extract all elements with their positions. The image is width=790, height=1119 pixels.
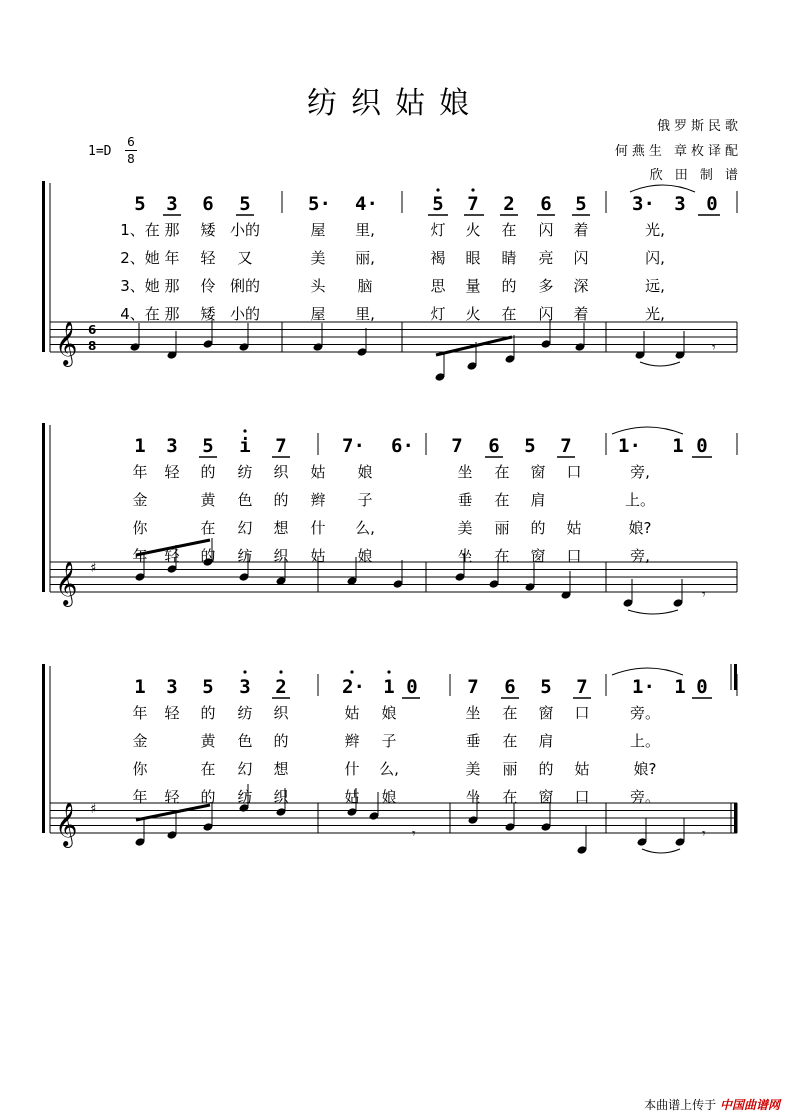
lyric-syllable: 火 — [465, 305, 481, 323]
jianpu-note: 5· — [308, 193, 331, 215]
lyric-syllable: 伶 — [200, 277, 216, 295]
lyric-syllable: 肩 — [538, 732, 554, 750]
lyric-syllable: 娘? — [633, 760, 657, 778]
lyric-syllable: 小的 — [229, 305, 260, 323]
jianpu-note: 5 — [524, 435, 536, 457]
jianpu-note: 0 — [696, 435, 708, 457]
lyric-syllable: 美 — [457, 519, 473, 537]
jianpu-note: 6 — [540, 193, 552, 215]
credit-translators: 何燕生 章枚译配 — [614, 144, 742, 159]
lyric-syllable: 金 — [132, 732, 148, 750]
lyric-syllable: 3、她 — [120, 277, 160, 295]
lyric-syllable: 光, — [645, 305, 665, 323]
lyric-syllable: 4、在 — [120, 305, 160, 323]
lyric-syllable: 2、她 — [120, 249, 160, 267]
lyric-syllable: 又 — [237, 249, 253, 267]
lyric-syllable: 旁。 — [629, 788, 660, 806]
lyric-syllable: 在 — [502, 788, 518, 806]
lyric-syllable: 的 — [273, 491, 289, 509]
lyric-syllable: 亮 — [538, 249, 554, 267]
lyric-syllable: 眼 — [465, 249, 481, 267]
lyric-syllable: 幻 — [237, 519, 253, 537]
lyric-syllable: 在 — [501, 221, 517, 239]
jianpu-note: 7 — [275, 435, 287, 457]
jianpu-note: 0 — [406, 676, 418, 698]
jianpu-final-thick — [734, 664, 737, 690]
lyric-syllable: 闪, — [645, 249, 665, 267]
system-bracket — [42, 181, 45, 352]
staff-tie — [628, 610, 678, 614]
staff-time-top: 6 — [88, 323, 97, 337]
jianpu-note: 5 — [432, 193, 444, 215]
jianpu-note: i — [239, 435, 251, 457]
lyric-syllable: 纺 — [237, 788, 253, 806]
lyric-syllable: 多 — [538, 277, 554, 295]
jianpu-note: 7 — [576, 676, 588, 698]
lyric-syllable: 的 — [273, 732, 289, 750]
jianpu-note: 5 — [575, 193, 587, 215]
lyric-syllable: 辫 — [344, 732, 360, 750]
lyric-syllable: 年 — [132, 704, 148, 722]
lyric-syllable: 纺 — [237, 704, 253, 722]
lyric-syllable: 想 — [273, 519, 289, 537]
lyric-syllable: 娘? — [628, 519, 652, 537]
lyric-syllable: 坐 — [457, 547, 473, 565]
lyric-syllable: 年 — [132, 788, 148, 806]
lyric-syllable: 的 — [501, 277, 517, 295]
key-signature: 1=D — [88, 144, 112, 159]
lyric-syllable: 色 — [237, 732, 253, 750]
lyric-syllable: 灯 — [430, 221, 446, 239]
lyric-syllable: 在 — [501, 305, 517, 323]
lyric-syllable: 垂 — [457, 491, 473, 509]
staff-time-bottom: 8 — [88, 339, 97, 353]
lyric-syllable: 姑 — [344, 788, 360, 806]
rest-icon: 𝄾 — [702, 587, 706, 603]
lyric-syllable: 姑 — [344, 704, 360, 722]
lyric-syllable: 的 — [200, 704, 216, 722]
staff-tie — [640, 362, 680, 366]
jianpu-note: 6· — [391, 435, 414, 457]
lyric-syllable: 的 — [530, 519, 546, 537]
lyric-syllable: 旁, — [630, 547, 650, 565]
footer-brand: 中国曲谱网 — [719, 1098, 780, 1112]
lyric-syllable: 织 — [273, 788, 289, 806]
final-bar-thick — [734, 803, 737, 833]
lyric-syllable: 光, — [645, 221, 665, 239]
jianpu-note: 7 — [467, 193, 479, 215]
lyric-syllable: 轻 — [164, 547, 180, 565]
rest-icon: 𝄾 — [712, 340, 716, 356]
jianpu-note: 3 — [166, 435, 178, 457]
lyric-syllable: 垂 — [465, 732, 481, 750]
octave-dot — [350, 670, 353, 673]
lyric-syllable: 闪 — [573, 249, 589, 267]
lyric-syllable: 窗 — [530, 547, 546, 565]
lyric-syllable: 织 — [273, 704, 289, 722]
jianpu-note: 7 — [560, 435, 572, 457]
lyric-syllable: 上。 — [629, 732, 660, 750]
jianpu-note: 2 — [275, 676, 287, 698]
octave-dot — [436, 188, 439, 191]
lyric-syllable: 闪 — [538, 305, 554, 323]
lyric-syllable: 轻 — [164, 463, 180, 481]
lyric-syllable: 纺 — [237, 463, 253, 481]
jianpu-note: 7 — [467, 676, 479, 698]
jianpu-note: 3 — [166, 676, 178, 698]
lyric-syllable: 年 — [164, 249, 180, 267]
jianpu-note: 5 — [202, 676, 214, 698]
lyric-syllable: 口 — [574, 788, 590, 806]
jianpu-note: 1 — [134, 435, 146, 457]
lyric-syllable: 思 — [430, 277, 446, 295]
jianpu-note: 7· — [342, 435, 365, 457]
time-top: 6 — [127, 135, 135, 149]
lyric-syllable: 黄 — [200, 491, 216, 509]
jianpu-note: 0 — [696, 676, 708, 698]
lyric-syllable: 在 — [502, 704, 518, 722]
lyric-syllable: 旁。 — [629, 704, 660, 722]
jianpu-note: 1· — [632, 676, 655, 698]
lyric-syllable: 里, — [355, 305, 375, 323]
treble-clef-icon: 𝄞 — [55, 321, 78, 365]
lyric-syllable: 坐 — [457, 463, 473, 481]
jianpu-note: 5 — [134, 193, 146, 215]
jianpu-note: 6 — [488, 435, 500, 457]
lyric-syllable: 年 — [132, 463, 148, 481]
lyric-syllable: 的 — [200, 463, 216, 481]
lyric-syllable: 的 — [200, 788, 216, 806]
lyric-syllable: 在 — [494, 463, 510, 481]
lyric-syllable: 纺 — [237, 547, 253, 565]
lyric-syllable: 在 — [200, 519, 216, 537]
credit-notation: 欣 田 制 谱 — [649, 168, 742, 183]
octave-dot — [471, 188, 474, 191]
lyric-syllable: 褐 — [430, 249, 446, 267]
song-title: 纺织姑娘 — [307, 86, 483, 121]
lyric-syllable: 俐的 — [229, 277, 260, 295]
lyric-syllable: 娘 — [357, 547, 373, 565]
octave-dot — [243, 670, 246, 673]
lyric-syllable: 色 — [237, 491, 253, 509]
jianpu-note: 6 — [202, 193, 214, 215]
jianpu-note: 1 — [672, 435, 684, 457]
lyric-syllable: 口 — [566, 463, 582, 481]
lyric-syllable: 美 — [465, 760, 481, 778]
lyric-syllable: 头 — [310, 277, 326, 295]
lyric-syllable: 肩 — [530, 491, 546, 509]
lyric-syllable: 那 — [164, 221, 180, 239]
lyric-syllable: 什 — [310, 519, 326, 537]
jianpu-note: 4· — [355, 193, 378, 215]
lyric-syllable: 窗 — [538, 788, 554, 806]
lyric-syllable: 姑 — [574, 760, 590, 778]
system-bracket — [42, 664, 45, 833]
lyric-syllable: 坐 — [465, 704, 481, 722]
lyric-syllable: 轻 — [164, 704, 180, 722]
lyric-syllable: 辫 — [310, 491, 326, 509]
jianpu-note: 1 — [383, 676, 395, 698]
footer-prefix: 本曲谱上传于 — [644, 1098, 717, 1112]
lyric-syllable: 那 — [164, 277, 180, 295]
key-sharp-icon: ♯ — [90, 802, 97, 817]
lyric-syllable: 窗 — [538, 704, 554, 722]
credit-origin: 俄罗斯民歌 — [656, 119, 742, 134]
lyric-syllable: 幻 — [237, 760, 253, 778]
lyric-syllable: 的 — [538, 760, 554, 778]
lyric-syllable: 么, — [379, 760, 399, 778]
jianpu-note: 6 — [504, 676, 516, 698]
treble-clef-icon: 𝄞 — [55, 802, 78, 846]
lyric-syllable: 着 — [573, 221, 589, 239]
jianpu-note: 3· — [632, 193, 655, 215]
rest-icon: 𝄾 — [702, 826, 706, 842]
lyric-syllable: 上。 — [624, 491, 655, 509]
lyric-syllable: 丽 — [502, 760, 518, 778]
footer-credit — [644, 1096, 780, 1113]
octave-dot — [279, 670, 282, 673]
jianpu-note: 1 — [674, 676, 686, 698]
lyric-syllable: 在 — [502, 732, 518, 750]
lyric-syllable: 灯 — [430, 305, 446, 323]
jianpu-note: 1 — [134, 676, 146, 698]
lyric-syllable: 姑 — [310, 463, 326, 481]
lyric-syllable: 在 — [200, 760, 216, 778]
lyric-syllable: 量 — [465, 277, 481, 295]
lyric-syllable: 想 — [273, 760, 289, 778]
lyric-syllable: 子 — [357, 491, 373, 509]
jianpu-note: 3 — [239, 676, 251, 698]
lyric-syllable: 年 — [132, 547, 148, 565]
lyric-syllable: 坐 — [465, 788, 481, 806]
lyric-syllable: 矮 — [200, 305, 216, 323]
lyric-syllable: 闪 — [538, 221, 554, 239]
lyric-syllable: 娘 — [381, 788, 397, 806]
lyric-syllable: 织 — [273, 463, 289, 481]
lyric-syllable: 远, — [645, 277, 665, 295]
lyric-syllable: 那 — [164, 305, 180, 323]
lyric-syllable: 金 — [132, 491, 148, 509]
lyric-syllable: 小的 — [229, 221, 260, 239]
lyric-syllable: 黄 — [200, 732, 216, 750]
lyric-syllable: 娘 — [381, 704, 397, 722]
lyric-syllable: 姑 — [310, 547, 326, 565]
lyric-syllable: 深 — [573, 277, 589, 295]
lyric-syllable: 娘 — [357, 463, 373, 481]
jianpu-note: 2· — [342, 676, 365, 698]
lyric-syllable: 1、在 — [120, 221, 160, 239]
lyric-syllable: 口 — [566, 547, 582, 565]
lyric-syllable: 丽, — [355, 249, 375, 267]
lyric-syllable: 你 — [132, 519, 148, 537]
key-sharp-icon: ♯ — [90, 561, 97, 576]
lyric-syllable: 屋 — [310, 221, 326, 239]
octave-dot — [387, 670, 390, 673]
jianpu-note: 3 — [166, 193, 178, 215]
lyric-syllable: 在 — [494, 491, 510, 509]
jianpu-note: 0 — [706, 193, 718, 215]
tie-slur — [612, 427, 683, 434]
treble-clef-icon: 𝄞 — [55, 561, 78, 605]
jianpu-note: 1· — [618, 435, 641, 457]
lyric-syllable: 么, — [355, 519, 375, 537]
jianpu-note: 5 — [239, 193, 251, 215]
system-bracket — [42, 423, 45, 592]
jianpu-note: 5 — [540, 676, 552, 698]
lyric-syllable: 屋 — [310, 305, 326, 323]
jianpu-note: 5 — [202, 435, 214, 457]
lyric-syllable: 轻 — [164, 788, 180, 806]
jianpu-note: 7 — [451, 435, 463, 457]
tie-slur — [612, 668, 683, 675]
lyric-syllable: 在 — [494, 547, 510, 565]
octave-dot — [243, 429, 246, 432]
lyric-syllable: 什 — [344, 760, 360, 778]
lyric-syllable: 的 — [200, 547, 216, 565]
lyric-syllable: 睛 — [501, 249, 517, 267]
lyric-syllable: 姑 — [566, 519, 582, 537]
jianpu-note: 2 — [503, 193, 515, 215]
tie-slur — [630, 185, 695, 192]
lyric-syllable: 丽 — [494, 519, 510, 537]
lyric-syllable: 窗 — [530, 463, 546, 481]
jianpu-note: 3 — [674, 193, 686, 215]
lyric-syllable: 织 — [273, 547, 289, 565]
lyric-syllable: 着 — [573, 305, 589, 323]
lyric-syllable: 旁, — [630, 463, 650, 481]
lyric-syllable: 子 — [381, 732, 397, 750]
lyric-syllable: 美 — [310, 249, 326, 267]
rest-icon: 𝄾 — [412, 826, 416, 842]
lyric-syllable: 轻 — [200, 249, 216, 267]
lyric-syllable: 脑 — [357, 277, 373, 295]
staff-tie — [642, 849, 680, 853]
lyric-syllable: 口 — [574, 704, 590, 722]
lyric-syllable: 里, — [355, 221, 375, 239]
lyric-syllable: 矮 — [200, 221, 216, 239]
time-bottom: 8 — [127, 152, 135, 166]
lyric-syllable: 火 — [465, 221, 481, 239]
lyric-syllable: 你 — [132, 760, 148, 778]
